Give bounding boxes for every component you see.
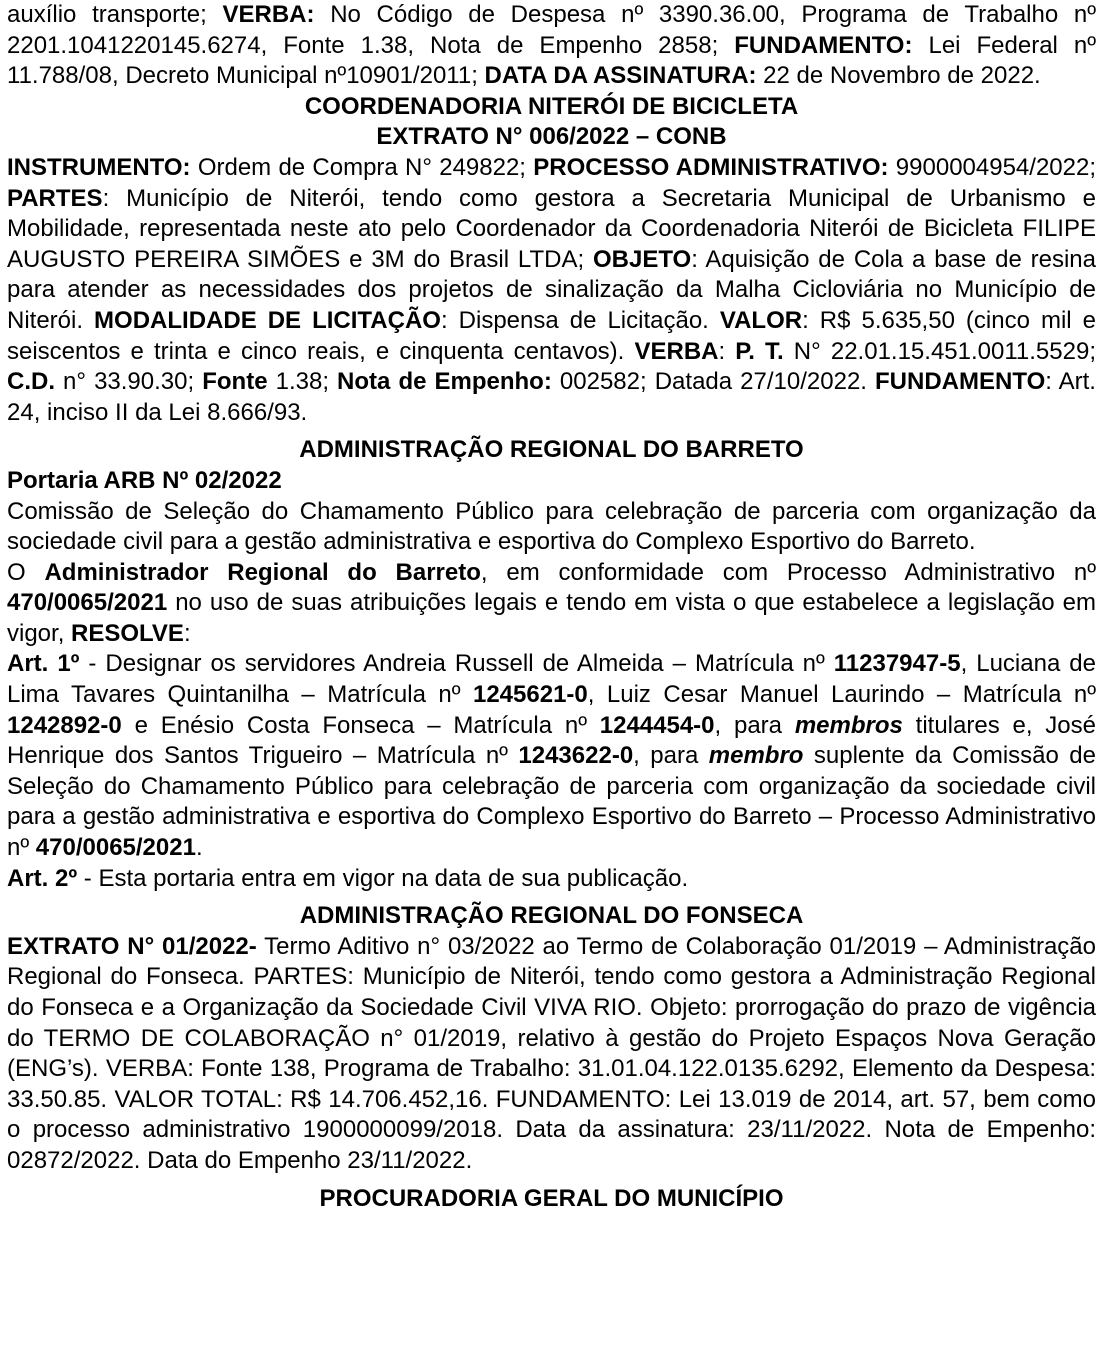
text: - Designar os servidores Andreia Russell de Almeida – Matrícula nº xyxy=(79,650,834,678)
text: , em conformidade com Processo Administrativo nº xyxy=(480,558,1096,586)
label: Fonte xyxy=(202,368,268,396)
label: EXTRATO N° 01/2022- xyxy=(7,932,257,960)
label: Administrador Regional do Barreto xyxy=(44,558,481,586)
text: 22 de Novembro de 2022. xyxy=(756,62,1041,90)
text: , Luiz Cesar Manuel Laurindo – Matrícula nº xyxy=(587,681,1097,709)
section-heading-fonseca: ADMINISTRAÇÃO REGIONAL DO FONSECA xyxy=(299,902,804,930)
text: . xyxy=(195,834,203,862)
text: Lei Federal nº 11.788/08, Decreto Municipal nº10901/2011; xyxy=(7,31,1097,90)
text: , para xyxy=(714,711,795,739)
article-2 xyxy=(7,864,1096,895)
paragraph-auxilio-transporte xyxy=(7,0,1096,92)
text: N° 22.01.15.451.0011.5529; xyxy=(783,337,1096,365)
text: : R$ 5.635,50 (cinco mil e seiscentos e trinta e cinco reais, e cinquenta centavos). xyxy=(7,306,1097,365)
article-label: Art. 2º xyxy=(7,864,78,892)
text: O xyxy=(7,558,45,586)
label: MODALIDADE DE LICITAÇÃO xyxy=(94,306,441,334)
text: 1.38; xyxy=(267,368,338,396)
section-heading-conb: COORDENADORIA NITERÓI DE BICICLETA xyxy=(304,92,799,120)
emphasis: membro xyxy=(708,742,804,770)
registration-number: 1242892-0 xyxy=(7,711,122,739)
label-fundamento: FUNDAMENTO: xyxy=(734,31,913,59)
label: OBJETO xyxy=(592,245,692,273)
text: titulares e, José Henrique dos Santos Trigueiro – Matrícula nº xyxy=(7,711,1096,770)
label: VALOR xyxy=(719,306,803,334)
label: PARTES xyxy=(7,184,103,212)
label-resolve: RESOLVE xyxy=(71,619,184,647)
text: : xyxy=(718,337,736,365)
text: no uso de suas atribuições legais e tendo em vista o que estabelece a legislação em vigor, xyxy=(7,589,1096,647)
text: auxílio transporte; xyxy=(7,1,223,28)
text: : Art. 24, inciso II da Lei 8.666/93. xyxy=(7,368,1096,426)
label-verba: VERBA: xyxy=(222,1,315,28)
text: : Aquisição de Cola a base de resina para atender as necessidades dos projetos de sinalização da Malha Cicloviária no Município de Niterói. xyxy=(7,245,1096,334)
label-data-assinatura: DATA DA ASSINATURA: xyxy=(484,62,757,90)
text: Ordem de Compra N° 249822; xyxy=(190,153,534,181)
portaria-intro xyxy=(7,558,1096,650)
article-1 xyxy=(7,649,1096,863)
section-heading-pgm: PROCURADORIA GERAL DO MUNICÍPIO xyxy=(319,1184,784,1212)
text: : Dispensa de Licitação. xyxy=(440,306,720,334)
text: n° 33.90.30; xyxy=(55,368,203,396)
text: : Município de Niterói, tendo como gestora a Secretaria Municipal de Urbanismo e Mobilidade, representada neste ato pelo Coordenador da Coordenadoria Niterói de Bicicleta FILIPE AUGUSTO PEREIRA SIMÕES e 3M do Brasil LTDA; xyxy=(7,184,1096,273)
process-number: 470/0065/2021 xyxy=(7,589,168,617)
registration-number: 1244454-0 xyxy=(599,711,715,739)
article-label: Art. 1º xyxy=(7,650,80,678)
portaria-number: Portaria ARB Nº 02/2022 xyxy=(7,466,282,494)
text: 002582; Datada 27/10/2022. xyxy=(551,368,876,396)
process-number: 470/0065/2021 xyxy=(35,834,196,862)
text: , para xyxy=(633,742,709,770)
text: - Esta portaria entra em vigor na data de sua publicação. xyxy=(77,864,689,892)
label: FUNDAMENTO xyxy=(875,368,1046,396)
text: e Enésio Costa Fonseca – Matrícula nº xyxy=(121,711,600,739)
registration-number: 1245621-0 xyxy=(472,681,588,709)
extract-title-conb: EXTRATO N° 006/2022 – CONB xyxy=(376,123,727,151)
text: 9900004954/2022; xyxy=(888,153,1096,181)
text: , Luciana de Lima Tavares Quintanilha – Matrícula nº xyxy=(7,650,1096,709)
portaria-ementa: Comissão de Seleção do Chamamento Público para celebração de parceria com organização da sociedade civil para a gestão administrativa e esportiva do Complexo Esportivo do Barreto. xyxy=(7,497,1096,556)
label: INSTRUMENTO: xyxy=(7,153,191,181)
emphasis: membros xyxy=(794,711,903,739)
paragraph-extrato-conb xyxy=(7,153,1096,428)
label: VERBA xyxy=(634,337,719,365)
registration-number: 11237947-5 xyxy=(833,650,961,678)
registration-number: 1243622-0 xyxy=(518,742,634,770)
paragraph-extrato-fonseca xyxy=(7,932,1096,1177)
portaria-title xyxy=(7,466,1096,497)
text: Termo Aditivo n° 03/2022 ao Termo de Colaboração 01/2019 – Administração Regional do Fonseca. PARTES: Município de Niterói, tendo como gestora a Administração Regional do Fonseca e a Organização da Sociedade Civil VIVA RIO. Objeto: prorrogação do prazo de vigência do TERMO DE COLABORAÇÃO n° 01/2019, relativo à gestão do Projeto Espaços Nova Geração (ENG’s). VERBA: Fonte 138, Programa de Trabalho: 31.01.04.122.0135.6292, Elemento da Despesa: 33.50.85. VALOR TOTAL: R$ 14.706.452,16. FUNDAMENTO: Lei 13.019 de 2014, art. 57, bem como o processo administrativo 1900000099/2018. Data da assinatura: 23/11/2022. Nota de Empenho: 02872/2022. Data do Empenho 23/11/2022. xyxy=(7,932,1096,1174)
text: : xyxy=(183,619,191,647)
label: P. T. xyxy=(735,337,784,365)
label: C.D. xyxy=(7,368,55,396)
label: PROCESSO ADMINISTRATIVO: xyxy=(533,153,889,181)
text: suplente da Comissão de Seleção do Chamamento Público para celebração de parceria com organização da sociedade civil para a gestão administrativa e esportiva do Complexo Esportivo do Barreto – Processo Administrativo nº xyxy=(7,742,1097,862)
text: No Código de Despesa nº 3390.36.00, Programa de Trabalho nº 2201.1041220145.6274, Fonte 1.38, Nota de Empenho 2858; xyxy=(7,1,1097,59)
section-heading-barreto: ADMINISTRAÇÃO REGIONAL DO BARRETO xyxy=(299,436,804,464)
label: Nota de Empenho: xyxy=(337,368,552,396)
